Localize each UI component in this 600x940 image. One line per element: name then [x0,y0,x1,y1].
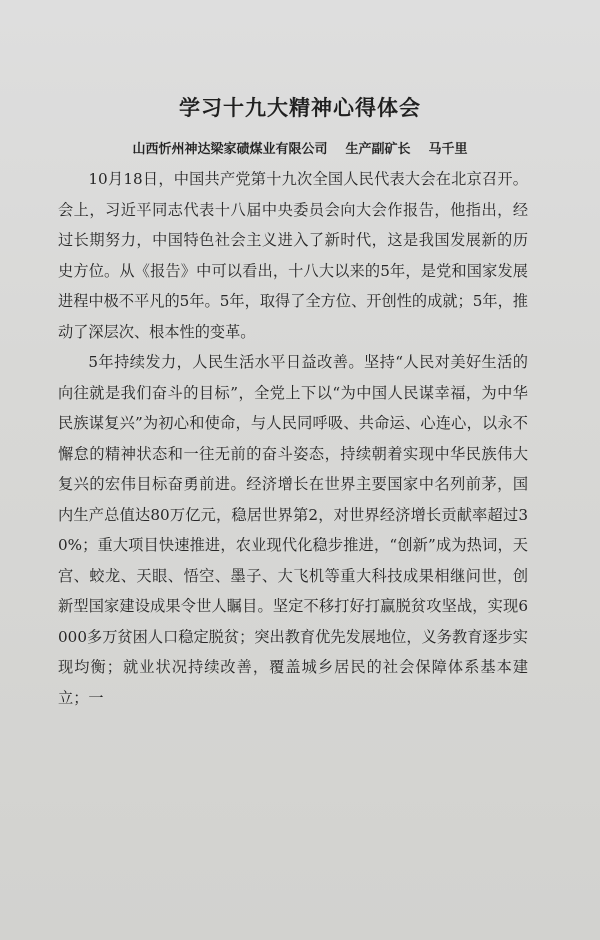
byline-position: 生产副矿长 [345,142,411,157]
document-body [58,164,528,713]
byline-author: 马千里 [428,142,468,157]
document-title: 学习十九大精神心得体会 [179,96,421,120]
paragraph-1: 10月18日，中国共产党第十九次全国人民代表大会在北京召开。会上，习近平同志代表十八届中央委员会向大会作报告，他指出，经过长期努力，中国特色社会主义进入了新时代，这是我国发展新的历史方位。从《报告》中可以看出，十八大以来的5年，是党和国家发展进程中极不平凡的5年。5年，取得了全方位、开创性的成就；5年，推动了深层次、根本性的变革。 [58,170,528,341]
byline [0,138,600,157]
paragraph-2: 5年持续发力，人民生活水平日益改善。坚持“人民对美好生活的向往就是我们奋斗的目标”，全党上下以“为中国人民谋幸福，为中华民族谋复兴”为初心和使命，与人民同呼吸、共命运、心连心，以永不懈怠的精神状态和一往无前的奋斗姿态，持续朝着实现中华民族伟大复兴的宏伟目标奋勇前进。经济增长在世界主要国家中名列前茅，国内生产总值达80万亿元，稳居世界第2，对世界经济增长贡献率超过30%；重大项目快速推进，农业现代化稳步推进，“创新”成为热词，天宫、蛟龙、天眼、悟空、墨子、大飞机等重大科技成果相继问世，创新型国家建设成果令世人瞩目。坚定不移打好打赢脱贫攻坚战，实现6000多万贫困人口稳定脱贫；突出教育优先发展地位，义务教育逐步实现均衡；就业状况持续改善，覆盖城乡居民的社会保障体系基本建立；一 [58,353,528,707]
byline-organization: 山西忻州神达梁家碛煤业有限公司 [132,142,328,157]
